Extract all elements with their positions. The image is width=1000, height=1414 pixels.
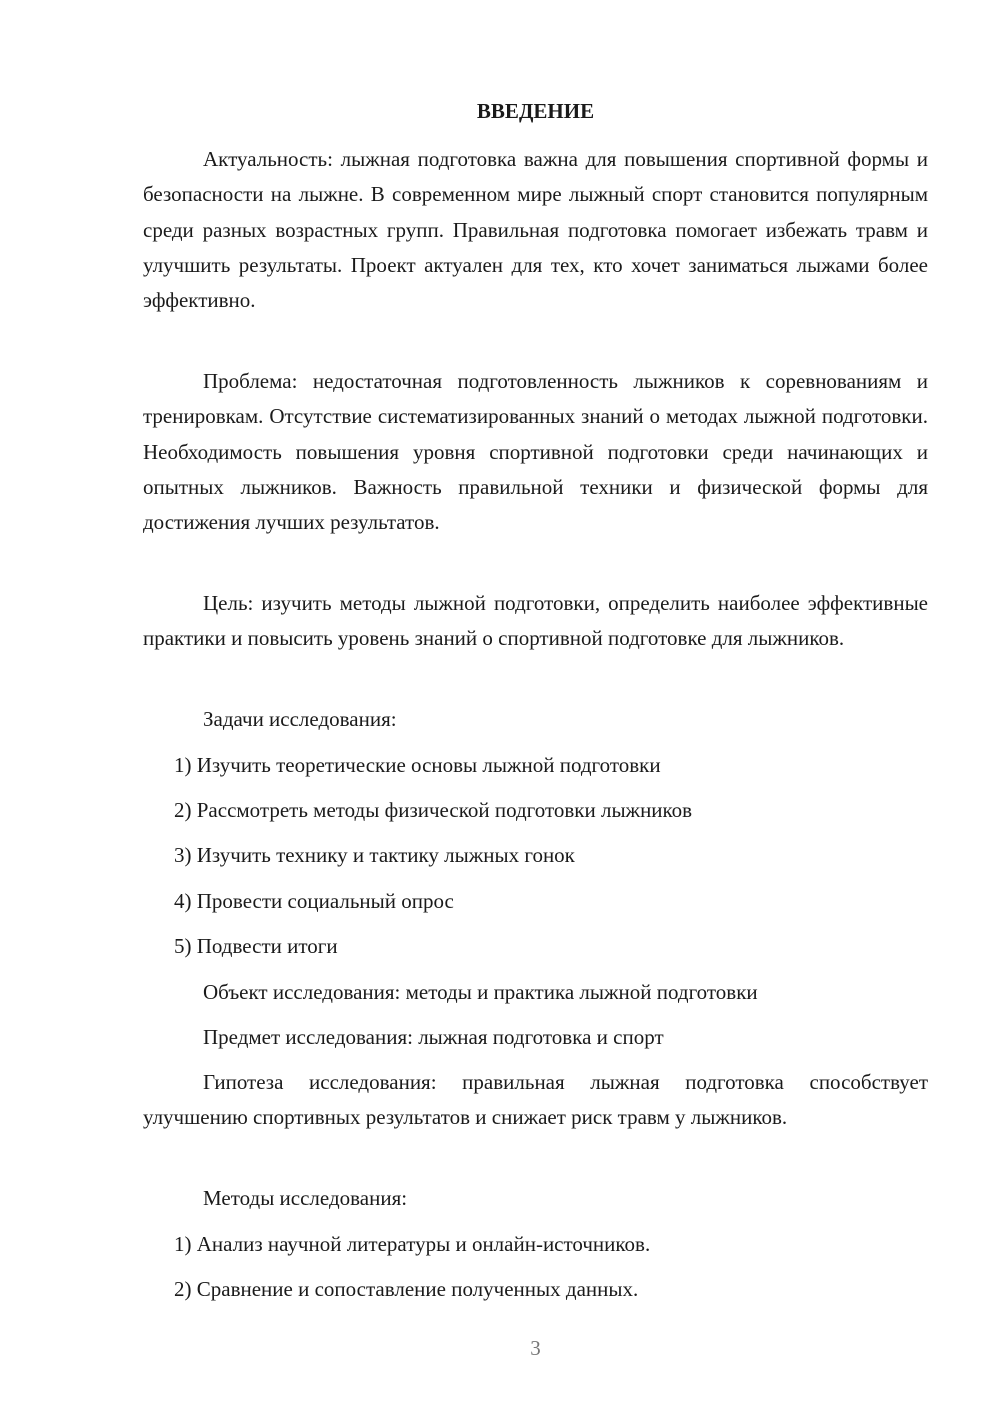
task-item-2: 2) Рассмотреть методы физической подготовки лыжников: [174, 798, 693, 822]
task-item-1: 1) Изучить теоретические основы лыжной подготовки: [174, 753, 661, 777]
subject-line: Предмет исследования: лыжная подготовка и спорт: [203, 1025, 664, 1049]
tasks-heading: Задачи исследования:: [203, 707, 397, 731]
document-page: [143, 0, 928, 1414]
methods-heading: Методы исследования:: [203, 1186, 408, 1210]
task-item-4: 4) Провести социальный опрос: [174, 889, 454, 913]
goal-paragraph: Цель: изучить методы лыжной подготовки, определить наиболее эффективные практики и повысить уровень знаний о спортивной подготовке для лыжников.: [143, 591, 928, 651]
method-item-2: 2) Сравнение и сопоставление полученных данных.: [174, 1277, 639, 1301]
method-item-1: 1) Анализ научной литературы и онлайн-источников.: [174, 1232, 651, 1256]
page-number: 3: [530, 1336, 541, 1360]
relevance-paragraph: Актуальность: лыжная подготовка важна для повышения спортивной формы и безопасности на лыжне. В современном мире лыжный спорт становится популярным среди разных возрастных групп. Правильная подготовка помогает избежать травм и улучшить результаты. Проект актуален для тех, кто хочет заниматься лыжами более эффективно.: [143, 147, 928, 313]
task-item-3: 3) Изучить технику и тактику лыжных гонок: [174, 843, 575, 867]
page-title: ВВЕДЕНИЕ: [476, 99, 595, 123]
problem-paragraph: Проблема: недостаточная подготовленность лыжников к соревнованиям и тренировкам. Отсутствие систематизированных знаний о методах лыжной подготовки. Необходимость повышения уровня спортивной подготовки среди начинающих и опытных лыжников. Важность правильной техники и физической формы для достижения лучших результатов.: [143, 369, 928, 535]
hypothesis-paragraph: Гипотеза исследования: правильная лыжная подготовка способствует улучшению спортивных результатов и снижает риск травм у лыжников.: [143, 1070, 928, 1130]
object-line: Объект исследования: методы и практика лыжной подготовки: [203, 980, 758, 1004]
task-item-5: 5) Подвести итоги: [174, 934, 338, 958]
